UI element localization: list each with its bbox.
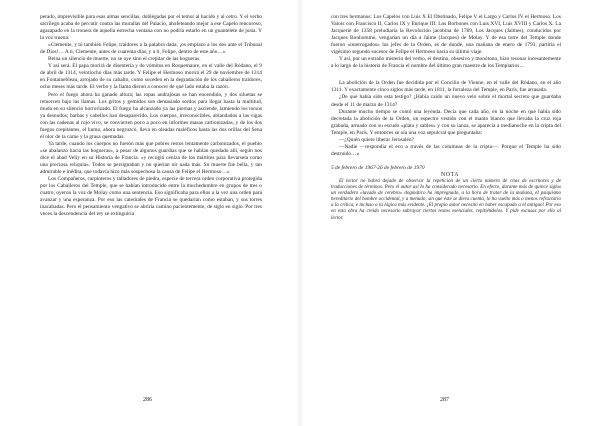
paragraph: Pero el fuego ahora ha ganado altura; las ropas andrajosas se han encendido, y dos siluetas se retuercen bajo las llamas. Los gritos y gemidos son demasiado sordos para llegar hasta la multitud, muda en su silencio horrorizado. El fuego ha alcanzado ya las piernas y asciende, lamiendo los torsos ya desnudos; barbas y cabellos han desaparecido. Los cuerpos, irreconocibles, ablandados a las vigas con las cadenas al rojo vivo, se convierten poco a poco en informes masas carbonizadas, y de los dos fuegos crepitantes, el humo, ahora negruzco, lleva en oleadas maléficos hasta las dos orillas del Sena el olor de la carne y la grasa quemadas. (40, 91, 262, 140)
paragraph: Reina un silencio de muerte, no se oye sino el crepitar de las hogueras. (48, 56, 201, 63)
paragraph: con tres hermanos: Los Capelos con Luis X El Obstinado, Felipe V el Largo y Carlos IV el Hermoso. Los Valois con Francisco II, Carlos IX y Enrique III. Los Borbones con Luis XVI, Luis XVIII y Carlos X. La Jacquerie de 1358 preludiaría la Revolución jacobina de 1789, Los Jacques (Jaimes), conducidos por Jacques Bonhomme, vengarían un día a Jaime (Jacques) de Molay. Y de esa torre del Temple donde fueron «interrogados» los jefes de la Orden, es de donde, una mañana de enero de 1793, partiría el vigésimo segundo sucesor de Felipe el Hermoso hacia su último viaje. (331, 14, 561, 56)
note-body: El lector no habrá dejado de observar la repetición de un cierto número de citas de escritores y de traducciones de términos. Pero el autor así lo ha considerado necesario. En efecto, durante más de quince siglos un verdadero «lavado de cerebro» dogmático ha impregnado, a la hora de tratar de la mañana, el psiquismo hereditario del hombre occidental, y a menudo, sin que éste se diera cuenta, lo ha vuelto más o menos refractario a la crítica, e incluso a la lógica más evidente. ¡El propio autor necesitó en haber escapado a el antiguo! Por eso en esta obra ha creido necesario subrayar ciertos textos esenciales, repitiéndolos. Y pide excusas por ello al lector. (331, 178, 561, 221)
right-page (300, 0, 600, 426)
date-line: 5 de febrero de 1967-26 de febrero de 1970 (331, 164, 425, 171)
paragraph: ¿De qué había sido esta testigo? ¿Había caído un nuevo velo sobre el mortal secreto que guardaba desde el 11 de marzo de 1314? (331, 94, 561, 108)
note-title: NOTA (440, 171, 460, 178)
right-page-text (331, 14, 561, 222)
paragraph: Y así será. El papa morirá de disentería y de vómitos en Roquemaure, en el valle del Ródano, el 9 de abril de 1314, veintiocho días más tarde. Y Felipe el Hermoso morirá el 29 de noviembre de 1314 en Fontainebleau, arrojado de su caballo, como suceden en la degradación de los caballeros traidores, ocho meses más tarde. El verbo y la llama dieron a conocer de qué lado estaba la razón. (40, 63, 262, 91)
paragraph: perado, imprevisible para esas almas sencillas, doblégadas por el temor al hacido y al cetro. Y el verbo sacrílego acaba de percutir contra las murallas del Palacio, ahofeteando mejor a ese Capelo rencoroso, agazapado en la tronera de aquella estrecha ventana con no podría estarlo en un guantelete de justa. Y la voz truena: (40, 14, 262, 42)
paragraph: «Clemente, y tú también Felipe, traidores a la palabra dada, ¡os emplazo a los dos ante el Tribunal de Dios!… A ti, Clemente, antes de cuarenta días, y a ti, Felipe, dentro de este año…» (40, 42, 262, 56)
paragraph: Durante mucho tiempo se contó una leyenda. Decía que cada año, en la noche en que había sido decretada la abolición de la Orden, un espectro vestido con el manto blanco que llevaba la cruz roja grabada, armado con su escudo «plata y sables» y con su lanza, se aparecía a medianoche en la cripta del Temple, en París. Y entonces se oía una voz sepulcral que preguntaba: (331, 108, 561, 136)
paragraph: Los Compañeros, carpinteros y talladores de piedra, especie de tercera orden corporativa protegida por los Caballeros del Temple, que se habían introducido entre la muchedumbre en grupos de tres o cuatro, oyeron la voz de Molay como una sentencia. Eso significaba para ellos a la vez una orden para avanzar y una esperanza. Por eso las catedrales de Francia se quedarían como estaban, y sus torres inacabadas. Pero el pensamiento vengativo se abriría camino pacientemente, de siglo en siglo. Por tres veces la descendencia del rey se extinguiría (40, 176, 262, 218)
paragraph: —¿Quién quiere liberar Jerusalén? (339, 136, 414, 143)
paragraph: —Nadie —respondía el eco a través de las columnas de la cripta—. Porque el Temple ha sido destruido…» (331, 143, 561, 157)
left-page-text (40, 14, 262, 218)
paragraph: Ya tarde, cuando los cuerpos no fueron más que pobres restos lentamente carbonizados, el pueblo «se abalanzó hacia las hogueras», a pesar de algunos guardias que se habían quedado allí, según nos dice el abad Velly en su Historia de Francia. «y recogió ceniza de los mártires para llevarsela como una preciosa reliquia». Todos se persignaban y no querían oír nada más. Su muerte fue bella, y tan admirable e inédita, que todavía hizo más sospechosa la causa de Felipe el Hermoso…» (40, 140, 262, 176)
page-number: 287 (440, 397, 449, 403)
note-text (331, 179, 561, 222)
paragraph: La abolición de la Orden fue decidida por el Concilio de Vienne, en el valle del Ródano, en el año 1311. Y exactamente cinco siglos más tarde, en 1811, la fortaleza del Temple, en París, fue arrasada. (331, 80, 561, 94)
paragraph: Y así, por un extraño misterio del verbo, el destino, obsesivo y monótono, hizo resonar incesantemente a lo largo de la historia de Francia el nombre del último gran maestre de los Templarios… (331, 56, 561, 70)
page-number: 286 (143, 397, 152, 403)
